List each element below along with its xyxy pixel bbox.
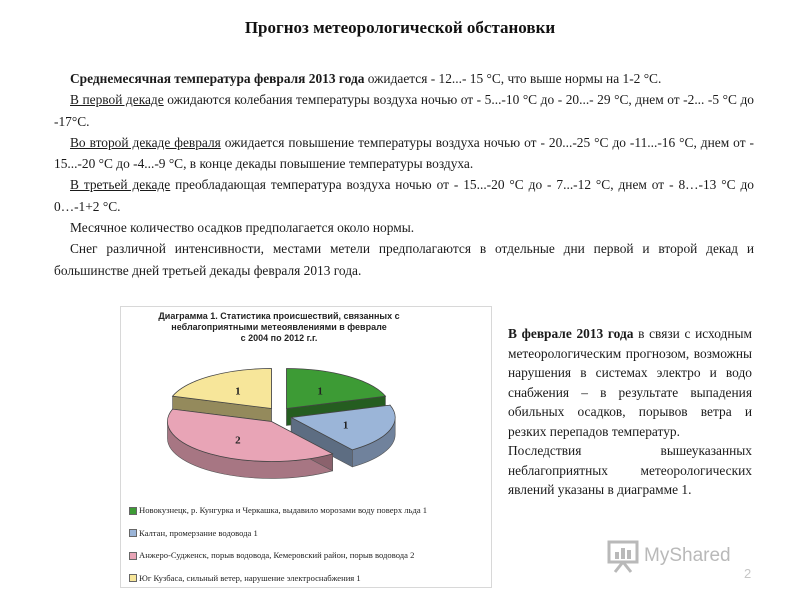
page-number: 2	[744, 566, 752, 581]
legend-label: Анжеро-Судженск, порыв водовода, Кемеровский район, порыв водовода 2	[139, 550, 415, 560]
legend-swatch	[129, 552, 137, 560]
side-summary	[508, 324, 752, 500]
pie-plot	[121, 307, 491, 503]
legend-label: Юг Кузбаса, сильный ветер, нарушение электроснабжения 1	[139, 572, 361, 583]
second-decade-text: ожидается повышение температуры воздуха ночью от - 20...-25 °С до -11...-16 °С, днем от - 15...-20 °С до -4...-9 °С, в конце декады повышение температуры воздуха.	[54, 134, 754, 172]
side-paragraph-2: Последствия вышеуказанных неблагоприятных метеорологических явлений указаны в диаграмме 1.	[508, 443, 752, 497]
paragraph-second-decade	[54, 132, 754, 175]
paragraph-precipitation: Месячное количество осадков предполагается около нормы.	[70, 220, 415, 236]
legend-item	[129, 573, 489, 584]
legend-item	[129, 505, 489, 516]
pie-slice-value-label: 2	[235, 434, 241, 447]
pie-slice-value-label: 1	[235, 385, 241, 398]
watermark-logo	[606, 536, 731, 576]
incident-pie-chart	[120, 306, 492, 588]
first-decade-text: ожидаются колебания температуры воздуха ночью от - 5...-10 °С до - 20...- 29 °С, днем от -2... -5 °С до -17°С.	[54, 92, 754, 129]
side-text-1: в связи с исходным метеорологическим прогнозом, возможны нарушения в системах электро и водо снабжения – в результате выпадения обильных осадков, порывов ветра и резких перепадов температур.	[508, 326, 752, 439]
presentation-icon	[606, 538, 640, 574]
chart-legend	[129, 505, 489, 595]
chart-title-line-1: Диаграмма 1. Статистика происшествий, связанных с	[158, 311, 400, 321]
watermark-text: MyShared	[644, 545, 731, 566]
forecast-text	[54, 68, 754, 281]
legend-label: Новокузнецк, р. Кунгурка и Черкашка, выдавило морозами воду поверх льда 1	[139, 505, 428, 515]
pie-slice-value-label: 1	[317, 385, 323, 398]
paragraph-third-decade	[54, 174, 754, 217]
third-decade-heading: В третьей декаде	[70, 177, 171, 193]
avg-temp-heading: Среднемесячная температура февраля 2013 года	[70, 71, 365, 86]
page-title: Прогноз метеорологической обстановки	[244, 18, 556, 37]
first-decade-heading: В первой декаде	[70, 92, 164, 108]
chart-title-line-3: с 2004 по 2012 г.г.	[240, 333, 318, 343]
chart-title-line-2: неблагоприятными метеоявлениями в феврале	[171, 322, 387, 332]
side-heading: В феврале 2013 года	[508, 326, 634, 341]
paragraph-snow: Снег различной интенсивности, местами метели предполагаются в отдельные дни первой и второй декад и большинстве дней третьей декады февраля 2013 года.	[54, 241, 754, 278]
second-decade-heading: Во второй декаде февраля	[70, 134, 221, 150]
paragraph-avg-temp	[54, 68, 754, 89]
legend-label: Калтан, промерзание водовода 1	[139, 527, 258, 538]
legend-swatch	[129, 507, 137, 515]
paragraph-first-decade	[54, 89, 754, 132]
avg-temp-text: ожидается - 12...- 15 °С, что выше нормы на 1-2 °С.	[364, 71, 662, 86]
legend-swatch	[129, 529, 137, 537]
legend-item	[129, 550, 489, 561]
legend-item	[129, 528, 489, 539]
side-paragraph-1	[508, 324, 752, 441]
legend-swatch	[129, 574, 137, 582]
pie-slice-value-label: 1	[342, 419, 349, 432]
third-decade-text: преобладающая температура воздуха ночью от - 15...-20 °С до - 7...-12 °С, днем от - 8…-13 °С до 0…-1+2 °С.	[54, 177, 754, 214]
